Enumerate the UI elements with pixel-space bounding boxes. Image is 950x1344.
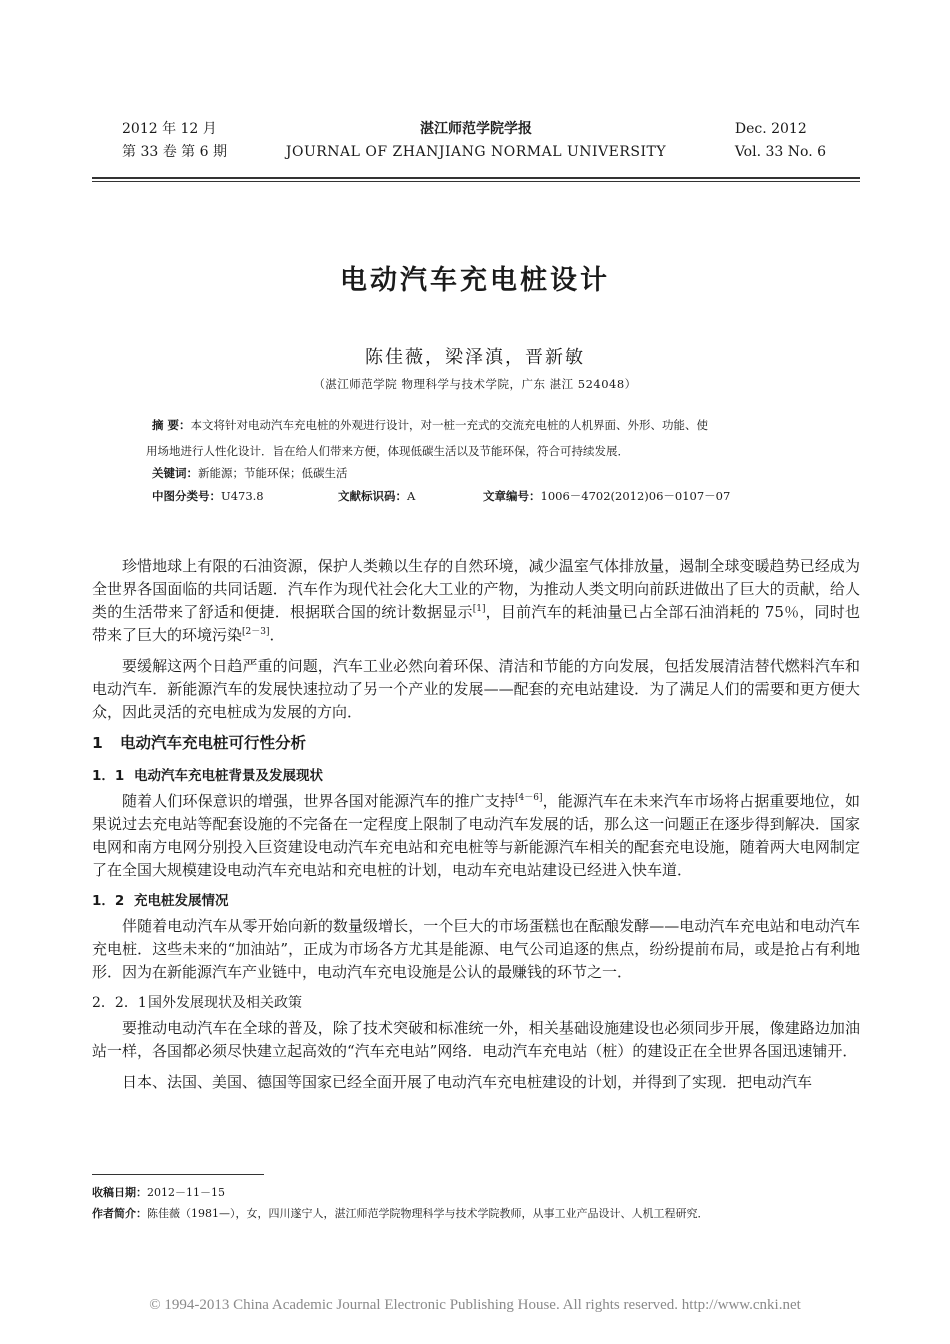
clc-label: 中图分类号： (152, 489, 221, 503)
section-title: 充电桩发展情况 (134, 893, 229, 909)
doc-code (338, 483, 415, 509)
journal-name-cn: 湛江师范学院学报 (420, 121, 532, 137)
article-number (483, 483, 730, 509)
received-date (92, 1184, 860, 1200)
affiliation: （湛江师范学院 物理科学与技术学院，广东 湛江 524048） (313, 377, 637, 391)
section-2-2-1-heading (92, 992, 860, 1015)
paragraph-3 (92, 790, 860, 882)
issue-month-en: Dec. 2012 (734, 121, 807, 137)
header-rule-thick (92, 177, 860, 179)
running-header (92, 118, 860, 168)
paragraph-1 (92, 555, 860, 647)
section-1-2-heading (92, 890, 860, 913)
clc-value: U473.8 (221, 489, 264, 503)
p1-end: ． (269, 626, 285, 644)
section-1-heading (92, 732, 860, 755)
keywords-label: 关键词： (152, 466, 198, 480)
paragraph-4: 伴随着电动汽车从零开始向新的数量级增长，一个巨大的市场蛋糕也在酝酿发酵——电动汽车充电站和电动汽车充电桩．这些未来的“加油站”，正成为市场各方尤其是能源、电气公司追逐的焦点，纷纷提前布局，或是抢占有利地形．因为在新能源汽车产业链中，电动汽车充电设施是公认的最赚钱的环节之一． (92, 917, 860, 981)
citation-1: [1] (472, 604, 486, 614)
p1-text: 珍惜地球上有限的石油资源，保护人类赖以生存的自然环境，减少温室气体排放量，遏制全球变暖趋势已经成为全世界各国面临的共同话题．汽车作为现代社会化大工业的产物，为推动人类文明向前跃进做出了巨大的贡献，给人类的生活带来了舒适和便捷．根据联合国的统计数据显示 (92, 557, 860, 621)
author-list: 陈佳薇，梁泽滇，晋新敏 (365, 347, 585, 368)
received-value: 2012－11－15 (147, 1186, 225, 1199)
issue-date-en (735, 118, 826, 164)
abstract-label: 摘 要： (152, 418, 191, 432)
art-value: 1006－4702(2012)06－0107－07 (540, 489, 731, 503)
copyright-notice: © 1994-2013 China Academic Journal Electronic Publishing House. All rights reserved. http://www.cnki.net (149, 1297, 801, 1313)
paragraph-2: 要缓解这两个日趋严重的问题，汽车工业必然向着环保、清洁和节能的方向发展，包括发展清洁替代燃料汽车和电动汽车．新能源汽车的发展快速拉动了另一个产业的发展——配套的充电站建设．为了满足人们的需要和更方便大众，因此灵活的充电桩成为发展的方向． (92, 657, 860, 721)
section-number: 1．1 (92, 768, 125, 784)
doc-value: A (407, 489, 416, 503)
journal-name-en: JOURNAL OF ZHANJIANG NORMAL UNIVERSITY (285, 144, 667, 160)
bio-value: 陈佳薇（1981—），女，四川遂宁人，湛江师范学院物理科学与技术学院教师，从事工业产品设计、人机工程研究． (147, 1207, 709, 1220)
section-title: 国外发展现状及相关政策 (148, 995, 302, 1011)
section-1-1-heading (92, 765, 860, 788)
doc-label: 文献标识码： (338, 489, 407, 503)
footnote-rule (92, 1174, 264, 1175)
p3-text-a: 随着人们环保意识的增强，世界各国对能源汽车的推广支持 (122, 792, 516, 810)
header-rule-thin (92, 181, 860, 182)
citation-2-3: [2－3] (242, 627, 270, 637)
art-label: 文章编号： (483, 489, 541, 503)
section-number: 1．2 (92, 893, 125, 909)
body-text (92, 555, 860, 1102)
issue-month: 2012 年 12 月 (122, 121, 217, 137)
abstract (146, 412, 862, 464)
section-number: 2．2．1 (92, 995, 147, 1011)
issue-volume: 第 33 卷 第 6 期 (122, 144, 227, 160)
paragraph-6: 日本、法国、美国、德国等国家已经全面开展了电动汽车充电桩建设的计划，并得到了实现．把电动汽车 (122, 1073, 813, 1091)
keywords-value: 新能源；节能环保；低碳生活 (198, 466, 348, 480)
section-title: 电动汽车充电桩可行性分析 (120, 734, 307, 752)
clc-number (152, 483, 264, 509)
paragraph-5: 要推动电动汽车在全球的普及，除了技术突破和标准统一外，相关基础设施建设也必须同步开展，像建路边加油站一样，各国都必须尽快建立起高效的“汽车充电站”网络．电动汽车充电站（桩）的建设正在全世界各国迅速铺开． (92, 1019, 860, 1060)
author-bio (92, 1205, 860, 1221)
section-title: 电动汽车充电桩背景及发展现状 (134, 768, 323, 784)
p3-text-b: ，能源汽车在未来汽车市场将占据重要地位，如果说过去充电站等配套设施的不完备在一定程度上限制了电动汽车发展的话，那么这一问题正在逐步得到解决．国家电网和南方电网分别投入巨资建设电动汽车充电站和充电桩等与新能源汽车相关的配套充电设施，随着两大电网制定了在全国大规模建设电动汽车充电站和充电桩的计划，电动车充电站建设已经进入快车道． (92, 792, 860, 879)
abstract-text-2: 用场地进行人性化设计．旨在给人们带来方便，体现低碳生活以及节能环保，符合可持续发展． (146, 444, 629, 458)
bio-label: 作者简介： (92, 1207, 147, 1220)
paper-title: 电动汽车充电桩设计 (340, 265, 610, 296)
p1-mid: ，目前汽车的耗油量已占全部石油消耗的 75％，同时也带来了巨大的环境污染 (92, 603, 860, 644)
citation-4-6: [4－6] (515, 793, 543, 803)
abstract-text-1: 本文将针对电动汽车充电桩的外观进行设计，对一桩一充式的交流充电桩的人机界面、外形、功能、使 (190, 418, 709, 432)
received-label: 收稿日期： (92, 1186, 147, 1199)
section-number: 1 (92, 734, 103, 752)
issue-volume-en: Vol. 33 No. 6 (734, 144, 826, 160)
